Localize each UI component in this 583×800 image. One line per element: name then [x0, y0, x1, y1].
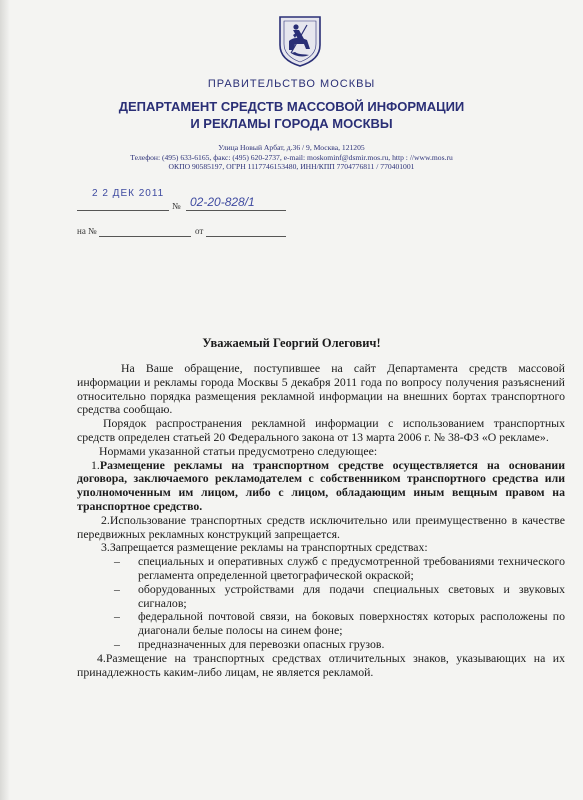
rule-1-text: Размещение рекламы на транспортном средстве осуществляется на основании договора, заключаемого рекламодателем с собственником транспортного средства или уполномоченным им лицом, либо с лицом, обладающим иным вещным правом на транспортное средство. — [77, 457, 565, 513]
address-line: Улица Новый Арбат, д.36 / 9, Москва, 121205 — [218, 143, 365, 152]
rule-1-number: 1. — [91, 457, 100, 472]
paragraph-rule-2: 2.Использование транспортных средств исключительно или преимущественно в качестве передвижных рекламных конструкций запрещается. — [77, 512, 565, 541]
department-title-line2: И РЕКЛАМЫ ГОРОДА МОСКВЫ — [190, 116, 393, 131]
government-title: ПРАВИТЕЛЬСТВО МОСКВЫ — [207, 78, 376, 90]
reference-date-label: от — [195, 226, 204, 236]
phone-line: Телефон: (495) 633-6165, факс: (495) 620-2737, e-mail: moskominf@dsmir.mos.ru, http : //www.mos.ru — [130, 152, 453, 162]
paragraph-rule-3: 3.Запрещается размещение рекламы на транспортных средствах: — [101, 540, 428, 555]
paragraph-rule-4: 4.Размещение на транспортных средствах отличительных знаков, указывающих на их принадлежность каким-либо лицам, не является рекламой. — [77, 650, 565, 679]
department-contacts — [0, 143, 583, 172]
prohibited-vehicles-list — [77, 555, 565, 652]
date-stamp: 2 2 ДЕК 2011 — [92, 188, 165, 199]
paragraph-rule-1 — [77, 459, 565, 514]
paragraph-norms-intro: Нормами указанной статьи предусмотрено следующее: — [99, 443, 378, 458]
list-marker: – — [114, 609, 120, 624]
paragraph-law-reference: Порядок распространения рекламной информации с использованием транспортных средств определен статьей 20 Федерального закона от 13 марта 2006 г. № 38-ФЗ «О рекламе». — [77, 416, 565, 444]
list-item-text: специальных и оперативных служб с предусмотренной требованиями технического регламента определенной цветографической окраской; — [138, 554, 565, 582]
reference-number-line — [99, 236, 191, 237]
number-blank-line — [186, 210, 286, 211]
reference-date-line — [206, 236, 286, 237]
list-item — [77, 555, 565, 583]
paragraph-request: На Ваше обращение, поступившее на сайт Департамента средств массовой информации и рекламы города Москвы 5 декабря 2011 года по вопросу получения разъяснений относительно порядка размещения рекламной информации на внешних бортах транспортного средства сообщаю. — [77, 361, 565, 417]
registry-codes-line: ОКПО 90585197, ОГРН 1117746153480, ИНН/КПП 7704776811 / 770401001 — [168, 162, 415, 171]
list-item-text: предназначенных для перевозки опасных грузов. — [138, 636, 385, 651]
list-marker: – — [114, 581, 120, 596]
number-label: № — [172, 201, 181, 211]
list-marker: – — [114, 636, 120, 651]
department-title-line1: ДЕПАРТАМЕНТ СРЕДСТВ МАССОВОЙ ИНФОРМАЦИИ — [118, 99, 465, 114]
department-title — [0, 98, 583, 132]
salutation: Уважаемый Георгий Олегович! — [202, 336, 381, 350]
date-blank-line — [77, 210, 169, 211]
list-item — [77, 638, 565, 652]
outgoing-number: 02-20-828/1 — [190, 195, 255, 209]
list-item-text: оборудованных устройствами для подачи специальных световых и звуковых сигналов; — [138, 581, 565, 610]
list-item — [77, 610, 565, 638]
list-marker: – — [114, 554, 120, 569]
letter-body — [77, 362, 565, 679]
reference-number-label: на № — [77, 226, 97, 236]
list-item-text: федеральной почтовой связи, на боковых поверхностях которых расположены по диагонали белые полосы на синем фоне; — [138, 609, 565, 638]
list-item — [77, 583, 565, 611]
moscow-coat-of-arms-icon — [277, 15, 323, 67]
